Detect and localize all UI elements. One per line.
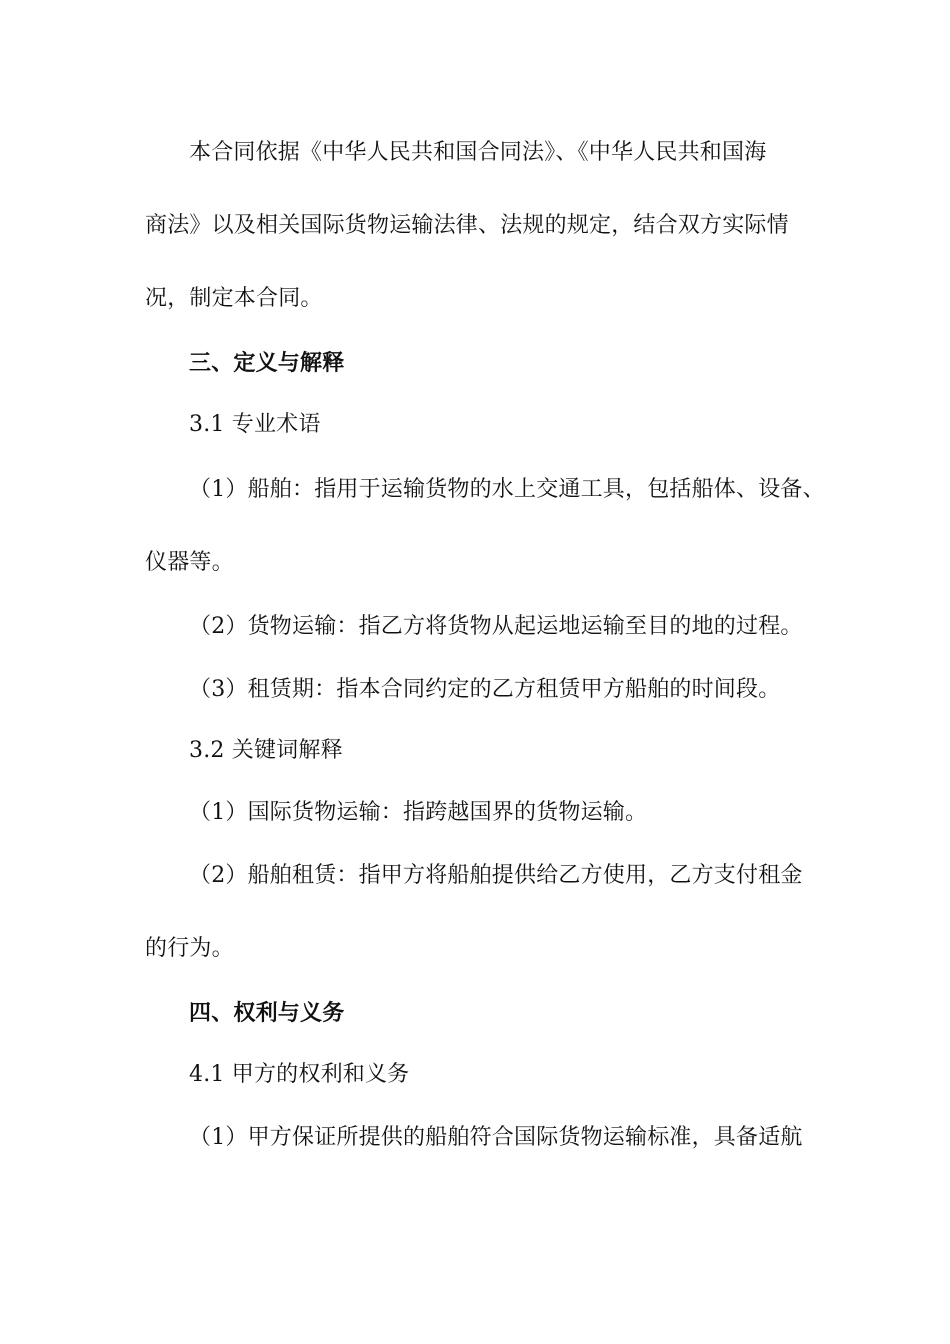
paragraph-legal-basis-line-2: 商法》以及相关国际货物运输法律、法规的规定，结合双方实际情 xyxy=(145,213,789,238)
term-cargo-transport: （2）货物运输：指乙方将货物从起运地运输至目的地的过程。 xyxy=(189,614,803,639)
party-a-obligation-line-1: （1）甲方保证所提供的船舶符合国际货物运输标准，具备适航 xyxy=(189,1125,803,1150)
term-ship-line-2: 仪器等。 xyxy=(145,550,234,575)
section-heading-definitions: 三、定义与解释 xyxy=(189,350,345,376)
paragraph-legal-basis-line-3: 况，制定本合同。 xyxy=(145,286,323,311)
keyword-international-transport: （1）国际货物运输：指跨越国界的货物运输。 xyxy=(189,800,648,825)
term-ship-line-1: （1）船舶：指用于运输货物的水上交通工具，包括船体、设备、 xyxy=(189,477,825,502)
subsection-heading-party-a: 4.1 甲方的权利和义务 xyxy=(189,1062,410,1087)
subsection-heading-terms: 3.1 专业术语 xyxy=(189,412,321,437)
term-lease-period: （3）租赁期：指本合同约定的乙方租赁甲方船舶的时间段。 xyxy=(189,677,781,702)
keyword-ship-lease-line-1: （2）船舶租赁：指甲方将船舶提供给乙方使用，乙方支付租金 xyxy=(189,863,803,888)
keyword-ship-lease-line-2: 的行为。 xyxy=(145,936,234,961)
paragraph-legal-basis-line-1: 本合同依据《中华人民共和国合同法》、《中华人民共和国海 xyxy=(189,140,767,165)
section-heading-rights-obligations: 四、权利与义务 xyxy=(189,1000,345,1026)
subsection-heading-keywords: 3.2 关键词解释 xyxy=(189,738,343,763)
